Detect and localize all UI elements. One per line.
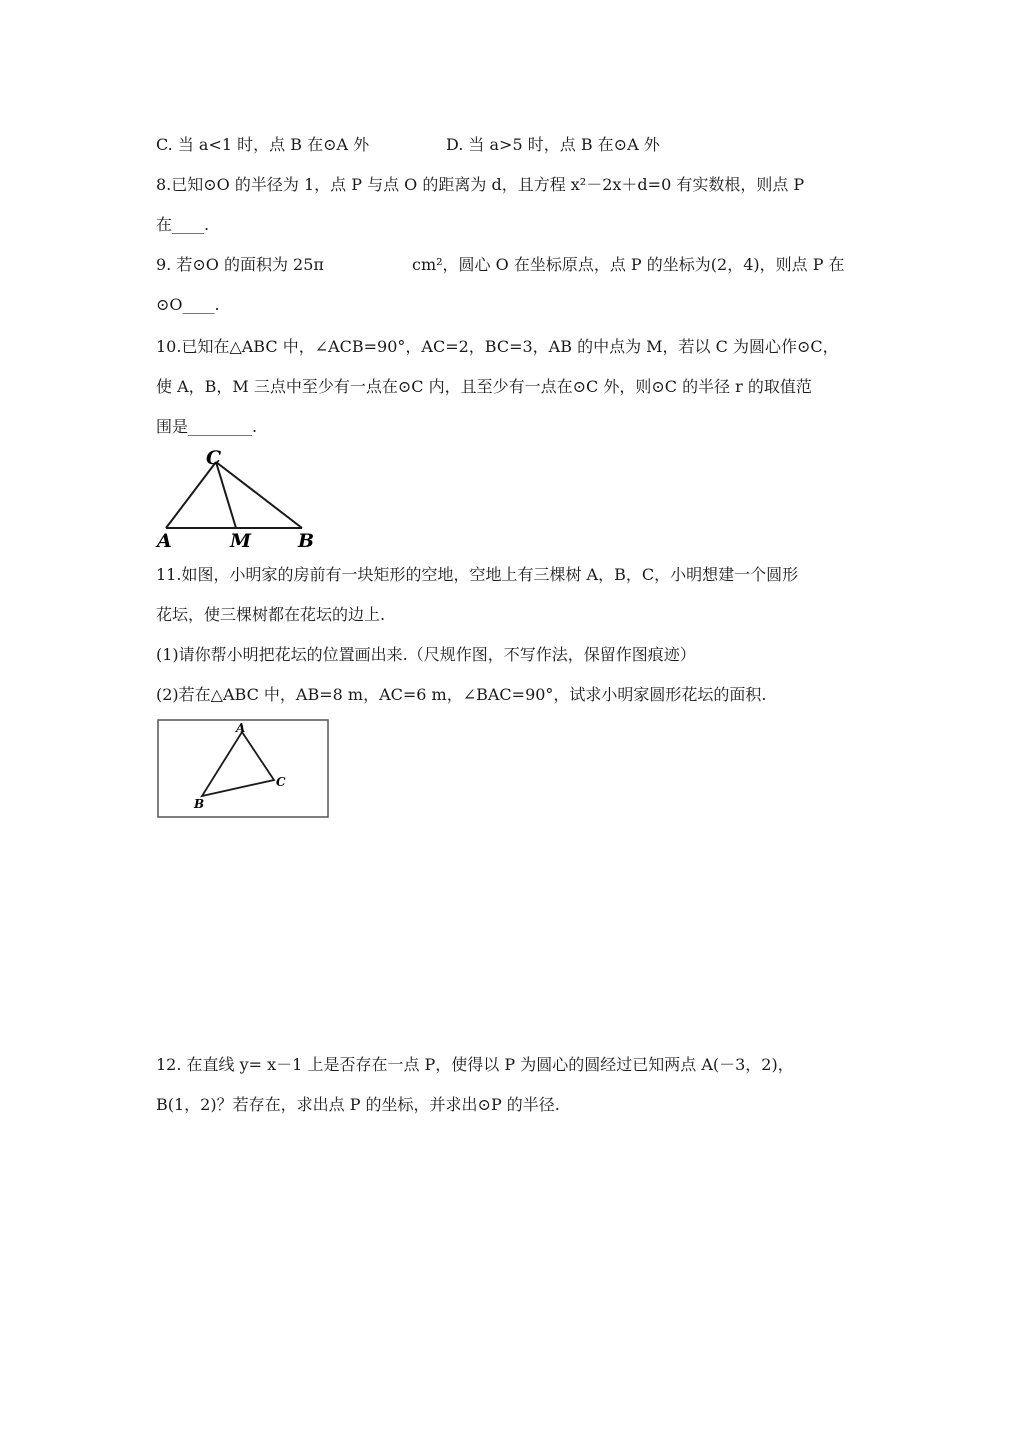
segment-cm — [216, 462, 236, 528]
label-c: C — [206, 447, 222, 469]
q12-line-2: B(1，2)？若存在，求出点 P 的坐标，并求出⊙P 的半径. — [156, 1095, 560, 1114]
q10-line-3: 围是________. — [156, 417, 258, 436]
label-b: B — [298, 530, 315, 552]
label-m: M — [230, 530, 252, 552]
q9-line-2: ⊙O____. — [156, 295, 220, 314]
label-a: A — [157, 530, 172, 552]
q11-rectangle-figure — [156, 718, 330, 820]
q11-part-2: (2)若在△ABC 中，AB=8 m，AC=6 m，∠BAC=90°，试求小明家圆形花坛的面积. — [156, 685, 767, 704]
segment-ac — [166, 462, 216, 528]
q11-line-2: 花坛，使三棵树都在花坛的边上. — [156, 605, 386, 624]
q11-line-1: 11.如图，小明家的房前有一块矩形的空地，空地上有三棵树 A，B，C，小明想建一个圆形 — [156, 565, 799, 584]
label-a: A — [236, 721, 246, 735]
q10-triangle-figure — [150, 446, 325, 552]
q11-part-1: (1)请你帮小明把花坛的位置画出来.（尺规作图，不写作法，保留作图痕迹） — [156, 645, 696, 664]
label-c: C — [276, 775, 286, 789]
q8-line-1: 8.已知⊙O 的半径为 1，点 P 与点 O 的距离为 d，且方程 x²－2x＋d=0 有实数根，则点 P — [156, 175, 805, 194]
q8-line-2: 在____. — [156, 215, 210, 234]
label-b: B — [194, 797, 205, 811]
triangle-abc — [202, 732, 274, 796]
q10-line-1: 10.已知在△ABC 中，∠ACB=90°，AC=2，BC=3，AB 的中点为 M，若以 C 为圆心作⊙C， — [156, 337, 839, 356]
q9-line-1-part-2: cm²，圆心 O 在坐标原点，点 P 的坐标为(2，4)，则点 P 在 — [412, 255, 845, 274]
q7-option-d: D. 当 a>5 时，点 B 在⊙A 外 — [446, 135, 660, 154]
q9-line-1-part-1: 9. 若⊙O 的面积为 25π — [156, 255, 324, 274]
q12-line-1: 12. 在直线 y= x－1 上是否存在一点 P，使得以 P 为圆心的圆经过已知两点 A(－3，2)， — [156, 1055, 794, 1074]
q10-line-2: 使 A，B，M 三点中至少有一点在⊙C 内，且至少有一点在⊙C 外，则⊙C 的半径 r 的取值范 — [156, 377, 812, 396]
q7-option-c: C. 当 a<1 时，点 B 在⊙A 外 — [156, 135, 370, 154]
segment-cb — [216, 462, 302, 528]
